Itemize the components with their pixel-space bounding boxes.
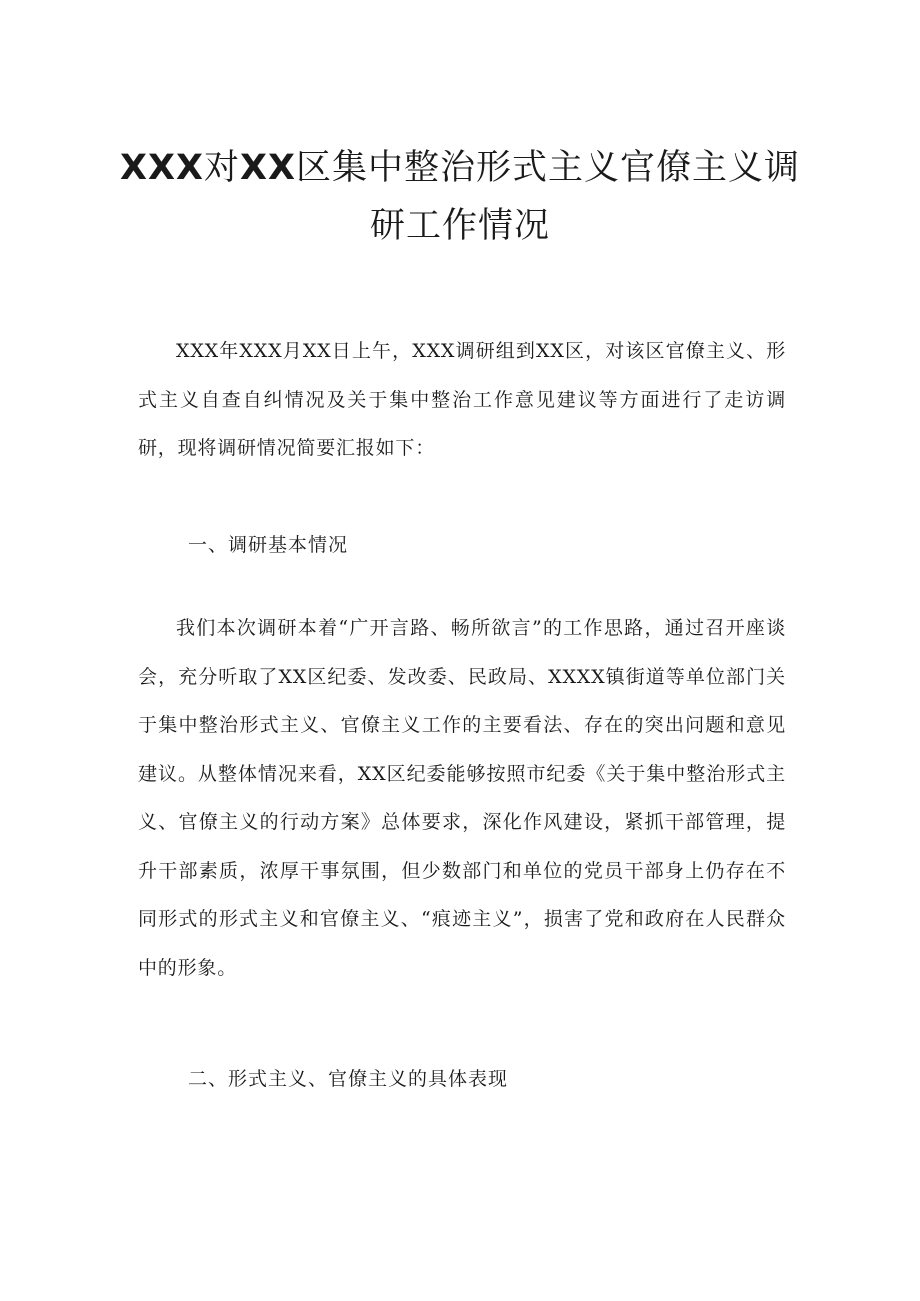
document-title-line-2: 研工作情况 xyxy=(369,206,550,246)
title-placeholder-xxx: XXX xyxy=(120,148,204,188)
title-placeholder-xx: XX xyxy=(239,148,296,188)
intro-paragraph: XXX年XXX月XX日上午，XXX调研组到XX区，对该区官僚主义、形式主义自查自纠情况及关于集中整治工作意见建议等方面进行了走访调研，现将调研情况简要汇报如下： xyxy=(138,340,786,459)
section-heading-1: 一、调研基本情况 xyxy=(188,534,349,556)
section-heading-2: 二、形式主义、官僚主义的具体表现 xyxy=(188,1068,509,1090)
title-line-1-text: 区集中整治形式主义官僚主义调 xyxy=(295,148,800,188)
title-word-dui: 对 xyxy=(203,148,240,188)
document-title-line-1 xyxy=(120,140,800,190)
basic-situation-paragraph: 我们本次调研本着“广开言路、畅所欲言”的工作思路，通过召开座谈会，充分听取了XX区纪委、发改委、民政局、XXXX镇街道等单位部门关于集中整治形式主义、官僚主义工作的主要看法、存在的突出问题和意见建议。从整体情况来看，XX区纪委能够按照市纪委《关于集中整治形式主义、官僚主义的行动方案》总体要求，深化作风建设，紧抓干部管理，提升干部素质，浓厚干事氛围，但少数部门和单位的党员干部身上仍存在不同形式的形式主义和官僚主义、“痕迹主义”，损害了党和政府在人民群众中的形象。 xyxy=(138,617,786,979)
